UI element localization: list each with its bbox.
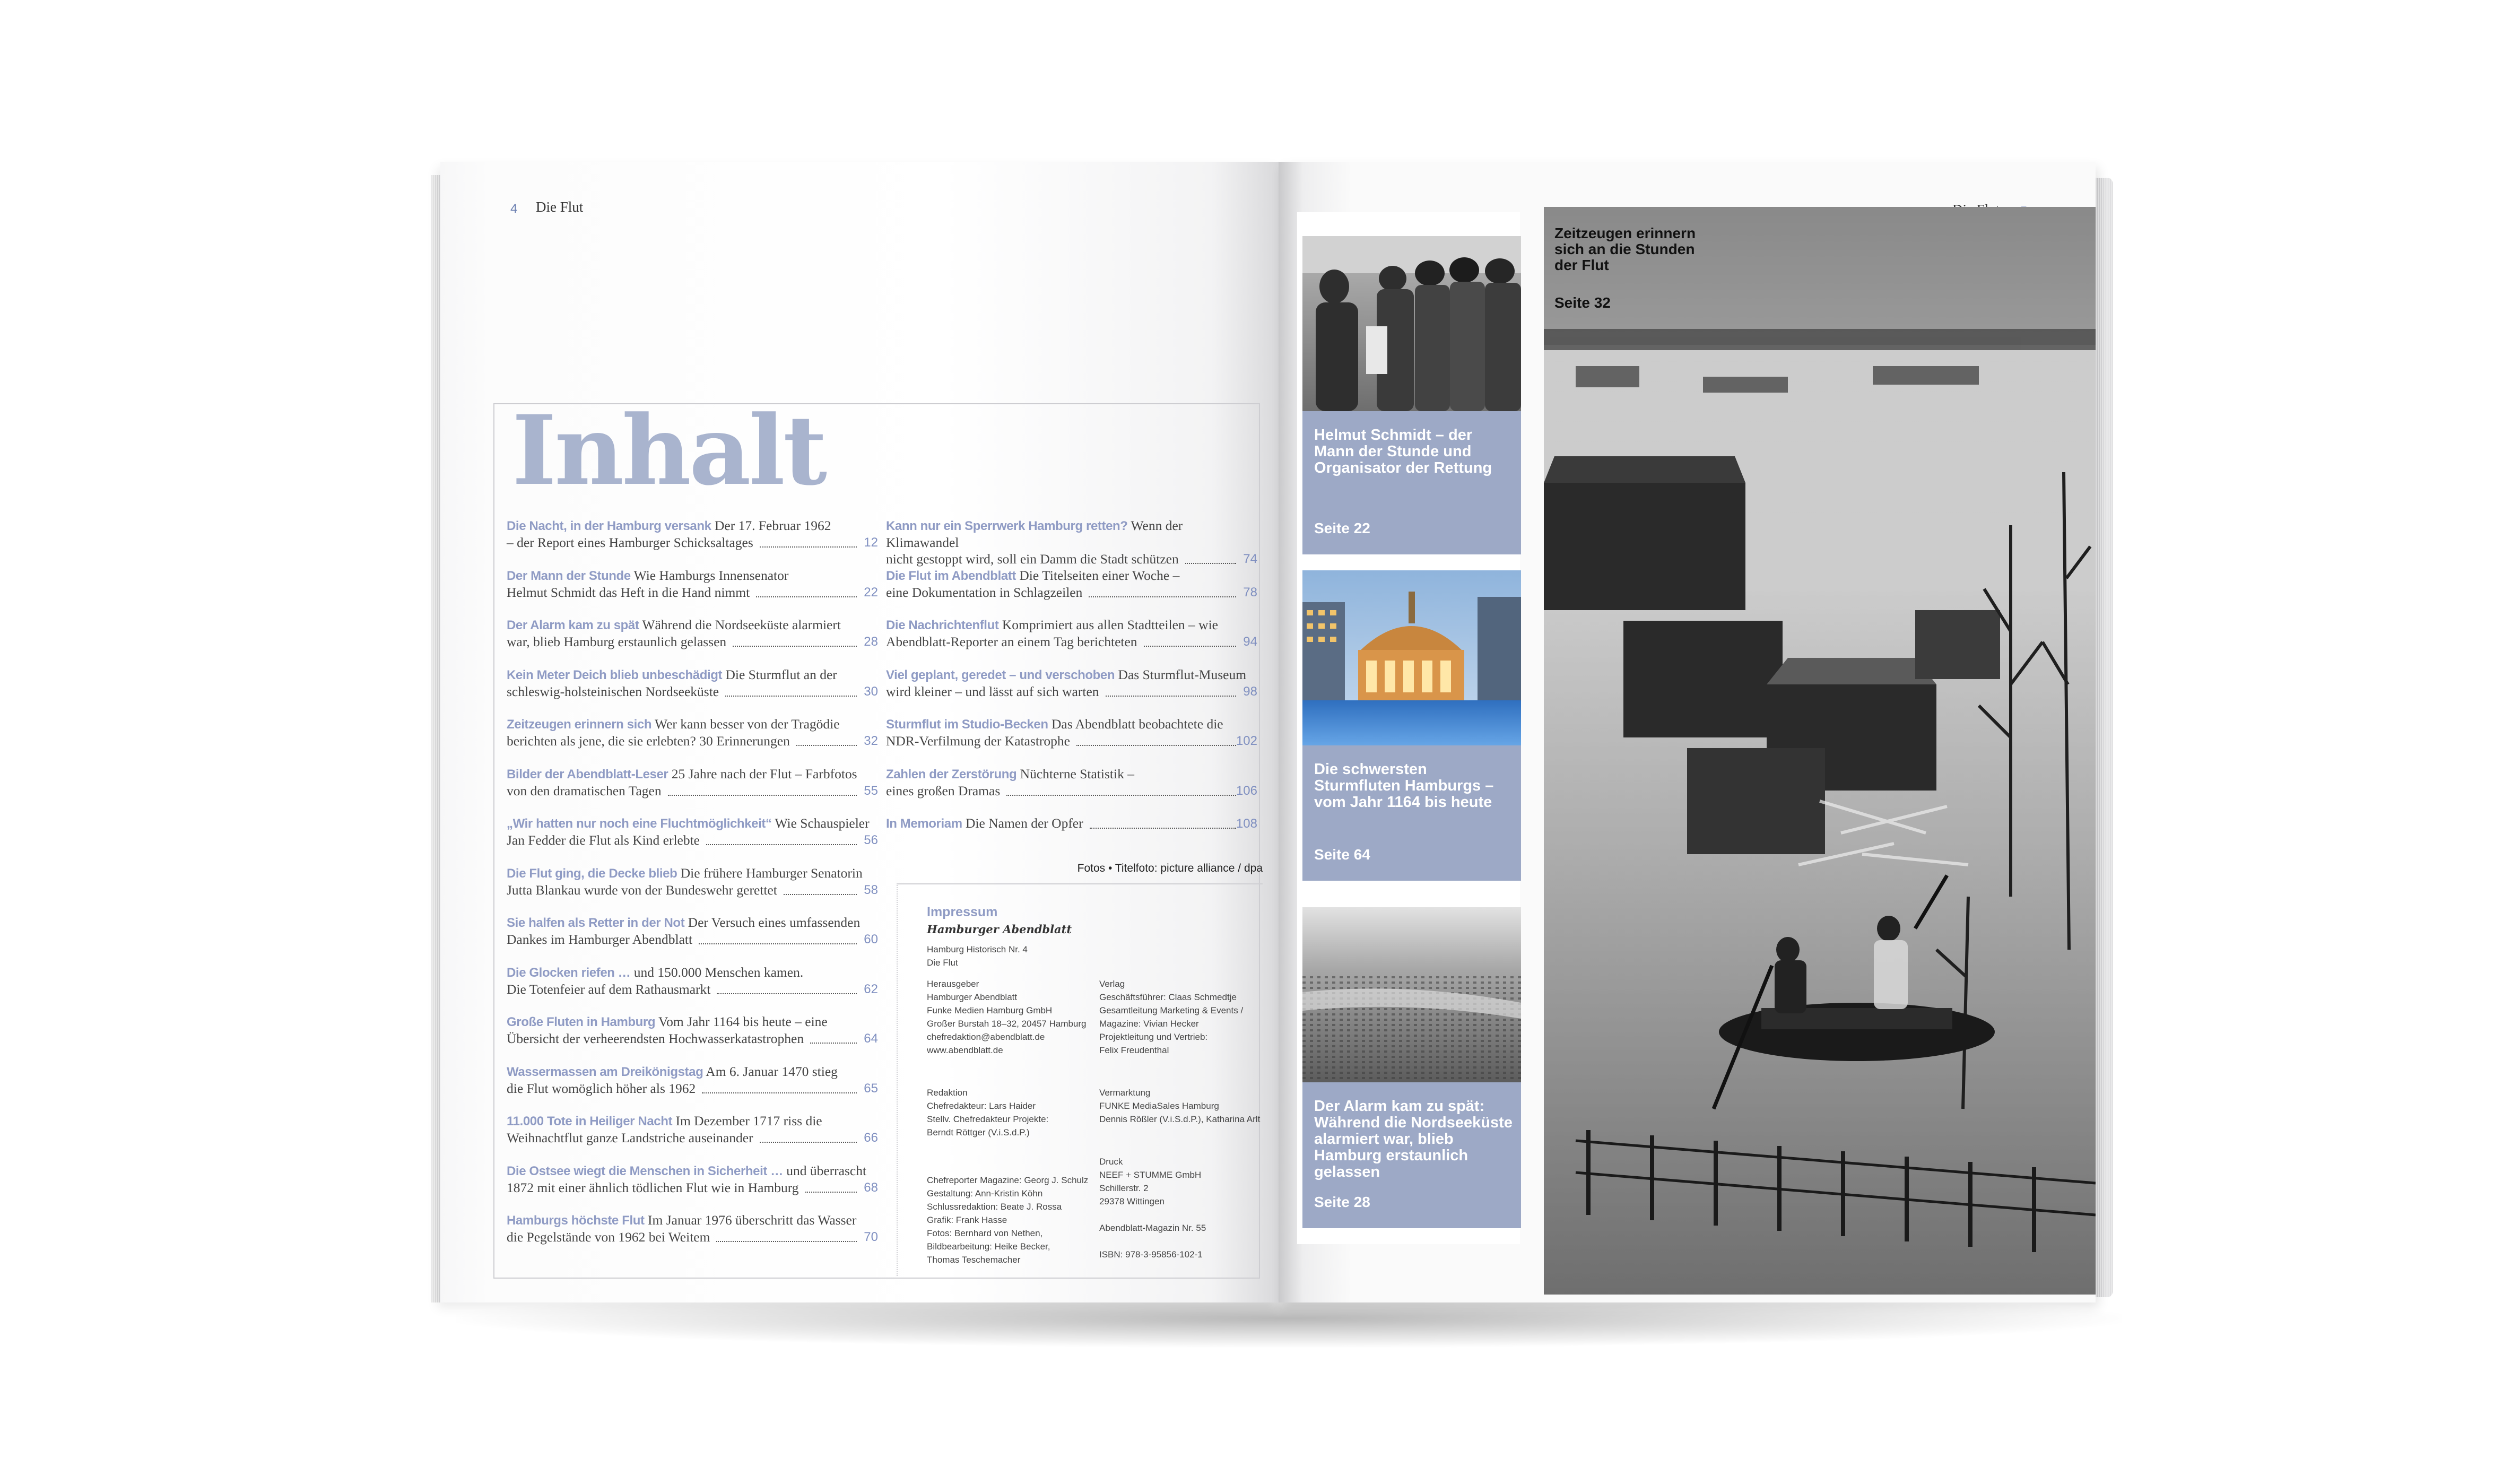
impressum-line: 29378 Wittingen (1099, 1196, 1165, 1206)
contents-entry[interactable] (886, 716, 1257, 749)
impressum-line: Stellv. Chefredakteur Projekte: (927, 1114, 1049, 1124)
contents-entry-line (507, 914, 878, 931)
contents-entry-line (886, 783, 1257, 799)
contents-entry-heading: Kein Meter Deich blieb unbeschädigt (507, 667, 723, 682)
contents-entry[interactable] (507, 616, 878, 650)
contents-entry[interactable] (886, 766, 1257, 799)
contents-entry[interactable] (886, 517, 1257, 567)
contents-entry-line (507, 1013, 878, 1030)
dot-leader (717, 993, 857, 994)
contents-page-number: 64 (864, 1031, 878, 1046)
contents-entry-text: Wie Schauspieler (771, 815, 870, 831)
contents-entry-line (886, 633, 1257, 650)
dot-leader (1006, 795, 1236, 796)
contents-entry-line (507, 716, 878, 733)
impressum-line: Dennis Rößler (V.i.S.d.P.), Katharina Arlt (1099, 1114, 1261, 1124)
impressum-druck (1099, 1155, 1274, 1261)
impressum-line: Verlag (1099, 979, 1125, 989)
tile-3-text: Der Alarm kam zu spät: Während die Nordseeküste alarmiert war, blieb Hamburg erstaunlich gelassen (1314, 1098, 1513, 1180)
dot-leader (716, 1241, 857, 1242)
helmut-schmidt-tile[interactable] (1302, 411, 1521, 554)
dot-leader (1185, 563, 1236, 564)
contents-entry-heading: Hamburgs höchste Flut (507, 1213, 645, 1228)
tile-3-page: Seite 28 (1314, 1194, 1370, 1210)
impressum-line: Chefreporter Magazine: Georg J. Schulz (927, 1175, 1089, 1185)
impressum-line: Hamburger Abendblatt (927, 992, 1018, 1002)
contents-entry-text: von den dramatischen Tagen (507, 783, 662, 798)
contents-entry-line (886, 584, 1257, 601)
contents-entry-text: Wie Hamburgs Innensenator (630, 567, 789, 583)
contents-entry[interactable] (507, 914, 878, 948)
dot-leader (733, 646, 857, 647)
contents-entry-heading: 11.000 Tote in Heiliger Nacht (507, 1114, 673, 1128)
contents-entry-heading: Wassermassen am Dreikönigstag (507, 1064, 703, 1079)
impressum-line: Schillerstr. 2 (1099, 1183, 1149, 1193)
impressum-line: NEEF + STUMME GmbH (1099, 1170, 1202, 1180)
contents-entry-line (507, 931, 878, 948)
contents-page-number: 22 (864, 585, 878, 600)
contents-entry[interactable] (507, 1013, 878, 1047)
contents-entry-text: – der Report eines Hamburger Schicksaltages (507, 535, 753, 550)
contents-entry-line (886, 616, 1257, 633)
main-photo-caption: Zeitzeugen erinnern sich an die Stunden der Flut (1554, 225, 1696, 273)
contents-entry-text: Die Titelseiten einer Woche – (1015, 567, 1180, 583)
contents-page-number: 56 (864, 833, 878, 847)
contents-entry[interactable] (507, 716, 878, 749)
contents-entry-text: Am 6. Januar 1470 stieg (703, 1063, 838, 1079)
contents-page-number: 65 (864, 1081, 878, 1096)
dot-leader (1106, 696, 1236, 697)
contents-page-number: 94 (1243, 635, 1257, 649)
contents-entry[interactable] (886, 567, 1257, 601)
contents-entry-line (507, 832, 878, 848)
contents-entry-heading: Die Flut ging, die Decke blieb (507, 866, 677, 881)
impressum-line: Bildbearbeitung: Heike Becker, (927, 1241, 1050, 1252)
contents-entry-line (507, 1113, 878, 1130)
contents-page-number: 55 (864, 783, 878, 798)
contents-entry-text: Weihnachtflut ganze Landstriche auseinander (507, 1130, 753, 1145)
contents-entry[interactable] (507, 517, 878, 551)
dot-leader (702, 1092, 857, 1093)
impressum-line: Gesamtleitung Marketing & Events / (1099, 1005, 1244, 1015)
contents-entry-line (507, 1212, 878, 1229)
impressum-line: Gestaltung: Ann-Kristin Köhn (927, 1188, 1043, 1199)
main-photo-page: Seite 32 (1554, 294, 1611, 311)
contents-page-number: 12 (864, 535, 878, 550)
contents-entry-heading: Die Glocken riefen … (507, 965, 631, 980)
contents-page-number: 78 (1243, 585, 1257, 600)
contents-entry-line (507, 616, 878, 633)
helmut-schmidt-photo (1302, 236, 1521, 411)
contents-entry-text: Abendblatt-Reporter an einem Tag berichteten (886, 634, 1137, 649)
contents-entry-line (507, 1179, 878, 1196)
contents-page-number: 70 (864, 1230, 878, 1244)
impressum-line: ISBN: 978-3-95856-102-1 (1099, 1249, 1203, 1260)
dot-leader (805, 1192, 857, 1193)
contents-entry-line (886, 733, 1257, 749)
contents-entry-line (507, 534, 878, 551)
photo-credit: Fotos • Titelfoto: picture alliance / dpa (1077, 862, 1263, 874)
contents-page-number: 106 (1236, 783, 1257, 798)
contents-entry-text: Das Sturmflut-Museum (1115, 666, 1247, 682)
contents-entry-heading: In Memoriam (886, 817, 962, 831)
contents-entry-text: war, blieb Hamburg erstaunlich gelassen (507, 634, 727, 649)
contents-entry-heading: Sie halfen als Retter in der Not (507, 916, 685, 930)
contents-entry-line (886, 567, 1257, 584)
newspaper-logo: Hamburger Abendblatt (927, 923, 1072, 936)
impressum-redaktion (927, 1086, 1102, 1139)
right-page-edges (2096, 178, 2113, 1297)
dot-leader (784, 894, 857, 895)
contents-page-number: 108 (1236, 817, 1257, 831)
contents-entry[interactable] (507, 1113, 878, 1146)
dot-leader (706, 844, 857, 845)
contents-entry-line (886, 517, 1257, 551)
contents-entry-text: Jan Fedder die Flut als Kind erlebte (507, 832, 700, 848)
impressum-issue (927, 943, 1102, 969)
contents-entry-text: die Flut womöglich höher als 1962 (507, 1080, 696, 1096)
contents-entry-line (886, 716, 1257, 733)
contents-entry-text: Die Namen der Opfer (962, 815, 1083, 831)
left-page-edges (431, 175, 441, 1302)
contents-entry-line (507, 1130, 878, 1146)
impressum-line: Thomas Teschemacher (927, 1255, 1021, 1265)
contents-entry-heading: Große Fluten in Hamburg (507, 1015, 656, 1029)
contents-entry-text: wird kleiner – und lässt auf sich warten (886, 683, 1099, 699)
contents-entry-heading: Viel geplant, geredet – und verschoben (886, 667, 1115, 682)
impressum-line: Berndt Röttger (V.i.S.d.P.) (927, 1127, 1030, 1137)
impressum-line: Schlussredaktion: Beate J. Rossa (927, 1202, 1062, 1212)
sturmfluten-tile[interactable] (1302, 745, 1521, 881)
dot-leader (760, 1142, 857, 1143)
contents-entry-text: Der 17. Februar 1962 (711, 518, 831, 533)
dot-leader (668, 795, 857, 796)
contents-entry-line (507, 964, 878, 981)
contents-entry-text: Der Versuch eines umfassenden (684, 915, 861, 930)
contents-entry-text: Komprimiert aus allen Stadtteilen – wie (998, 617, 1219, 632)
dot-leader (1089, 596, 1236, 597)
impressum-line: www.abendblatt.de (927, 1045, 1003, 1055)
tile-2-text: Die schwersten Sturmfluten Hamburgs – vom Jahr 1164 bis heute (1314, 761, 1494, 811)
contents-entry-line (507, 865, 878, 882)
contents-page-number: 28 (864, 635, 878, 649)
contents-page-number: 102 (1236, 734, 1257, 748)
impressum-verlag (1099, 977, 1274, 1057)
contents-entry-heading: Zahlen der Zerstörung (886, 767, 1017, 781)
aerial-flood-photo (1302, 907, 1521, 1082)
contents-entry-text: 25 Jahre nach der Flut – Farbfotos (668, 766, 857, 781)
contents-entry-line (507, 517, 878, 534)
contents-entry-text: eines großen Dramas (886, 783, 1001, 798)
contents-page-number: 74 (1243, 552, 1257, 566)
impressum-line: Abendblatt-Magazin Nr. 55 (1099, 1223, 1206, 1233)
contents-entry[interactable] (886, 666, 1257, 700)
contents-entry-text: Das Abendblatt beobachtete die (1048, 716, 1223, 732)
contents-entry-line (886, 666, 1257, 683)
contents-entry-line (886, 766, 1257, 783)
contents-page-number: 66 (864, 1131, 878, 1145)
contents-entry-heading: Die Nachrichtenflut (886, 618, 999, 632)
contents-entry-text: Wenn der Klimawandel (886, 518, 1183, 550)
dot-leader (1144, 646, 1236, 647)
dot-leader (796, 745, 857, 746)
impressum-line: Herausgeber (927, 979, 979, 989)
impressum-herausgeber (927, 977, 1102, 1057)
contents-entry-heading: Zeitzeugen erinnern sich (507, 717, 652, 732)
contents-entry-text: Die Totenfeier auf dem Rathausmarkt (507, 981, 711, 997)
contents-entry-heading: Die Flut im Abendblatt (886, 568, 1016, 583)
impressum-line: Fotos: Bernhard von Nethen, (927, 1228, 1043, 1238)
contents-entry-heading: Der Alarm kam zu spät (507, 618, 639, 632)
contents-entry[interactable] (507, 815, 878, 848)
impressum-line (1099, 1208, 1274, 1221)
impressum (897, 883, 1263, 1276)
impressum-line: Funke Medien Hamburg GmbH (927, 1005, 1053, 1015)
tile-2-page: Seite 64 (1314, 846, 1370, 863)
contents-entry[interactable] (507, 766, 878, 799)
contents-entry[interactable] (507, 1162, 878, 1196)
impressum-vermarktung (1099, 1086, 1274, 1126)
contents-entry[interactable] (886, 815, 1257, 832)
contents-entry-text: Jutta Blankau wurde von der Bundeswehr gerettet (507, 882, 777, 898)
contents-entry-text: NDR-Verfilmung der Katastrophe (886, 733, 1070, 749)
impressum-line: Großer Burstah 18–32, 20457 Hamburg (927, 1019, 1087, 1029)
contents-entry-line (507, 1080, 878, 1097)
dot-leader (760, 546, 857, 548)
contents-entry-line (886, 683, 1257, 700)
dot-leader (1090, 828, 1236, 829)
contents-entry-heading: Bilder der Abendblatt-Leser (507, 767, 668, 781)
contents-entry-line (507, 766, 878, 783)
impressum-line: FUNKE MediaSales Hamburg (1099, 1101, 1219, 1111)
contents-entry-text: Vom Jahr 1164 bis heute – eine (655, 1014, 828, 1029)
contents-entry[interactable] (507, 865, 878, 898)
impressum-line: Redaktion (927, 1088, 968, 1098)
contents-entry-line (507, 1162, 878, 1179)
impressum-line: Chefredakteur: Lars Haider (927, 1101, 1036, 1111)
impressum-line: Hamburg Historisch Nr. 4 (927, 944, 1028, 954)
contents-entry-line (507, 666, 878, 683)
contents-entry[interactable] (507, 666, 878, 700)
contents-entry[interactable] (886, 616, 1257, 650)
contents-entry-line (507, 584, 878, 601)
contents-entry-line (507, 567, 878, 584)
contents-entry-heading: Sturmflut im Studio-Becken (886, 717, 1048, 732)
impressum-line: Grafik: Frank Hasse (927, 1215, 1007, 1225)
contents-entry-line (507, 815, 878, 832)
impressum-line: Felix Freudenthal (1099, 1045, 1169, 1055)
impressum-line: Vermarktung (1099, 1088, 1151, 1098)
contents-entry-text: Im Dezember 1717 riss die (672, 1113, 822, 1128)
contents-entry[interactable] (507, 567, 878, 601)
contents-entry-text: die Pegelstände von 1962 bei Weitem (507, 1229, 710, 1245)
left-page (440, 162, 1279, 1302)
contents-entry-text: Die frühere Hamburger Senatorin (677, 865, 863, 881)
contents-entry-text: berichten als jene, die sie erlebten? 30 Erinnerungen (507, 733, 790, 749)
dot-leader (699, 943, 857, 944)
contents-entry-line (507, 633, 878, 650)
contents-entry-text: Helmut Schmidt das Heft in die Hand nimmt (507, 584, 750, 600)
contents-page-number: 32 (864, 734, 878, 748)
contents-entry-text: schleswig-holsteinischen Nordseeküste (507, 683, 719, 699)
contents-entry[interactable] (507, 1063, 878, 1097)
right-page (1279, 162, 2096, 1302)
dot-leader (810, 1043, 857, 1044)
contents-entry-heading: Die Nacht, in der Hamburg versank (507, 519, 711, 533)
left-running-title: Die Flut (536, 199, 584, 215)
dot-leader (1076, 745, 1236, 746)
contents-title: Inhalt (512, 395, 825, 507)
contents-entry-text: Wer kann besser von der Tragödie (651, 716, 840, 732)
contents-entry-line (507, 683, 878, 700)
contents-entry-text: Nüchterne Statistik – (1016, 766, 1134, 781)
contents-entry-line (507, 1030, 878, 1047)
tile-1-page: Seite 22 (1314, 520, 1370, 536)
impressum-line: Druck (1099, 1157, 1123, 1167)
contents-entry-text: Die Sturmflut an der (722, 666, 837, 682)
contents-entry-heading: Der Mann der Stunde (507, 568, 631, 583)
contents-entry-text: eine Dokumentation in Schlagzeilen (886, 584, 1083, 600)
contents-page-number: 98 (1243, 684, 1257, 699)
contents-entry-heading: „Wir hatten nur noch eine Fluchtmöglichkeit“ (507, 817, 772, 831)
contents-entry-line (507, 981, 878, 997)
contents-page-number: 62 (864, 982, 878, 996)
impressum-line: Projektleitung und Vertrieb: (1099, 1032, 1208, 1042)
impressum-line: Die Flut (927, 958, 958, 968)
contents-entry[interactable] (507, 964, 878, 997)
contents-entry-text: nicht gestoppt wird, soll ein Damm die Stadt schützen (886, 551, 1179, 567)
dot-leader (756, 596, 857, 597)
contents-entry-line (507, 783, 878, 799)
impressum-line (1099, 1235, 1274, 1248)
contents-entry-line (886, 551, 1257, 567)
impressum-title: Impressum (927, 905, 998, 919)
alarm-tile[interactable] (1302, 1082, 1521, 1228)
contents-entry-text: Dankes im Hamburger Abendblatt (507, 932, 693, 947)
impressum-line: chefredaktion@abendblatt.de (927, 1032, 1045, 1042)
impressum-line: Magazine: Vivian Hecker (1099, 1019, 1199, 1029)
contents-entry-heading: Kann nur ein Sperrwerk Hamburg retten? (886, 519, 1128, 533)
contents-page-number: 30 (864, 684, 878, 699)
contents-entry[interactable] (507, 1212, 878, 1245)
contents-entry-text: und 150.000 Menschen kamen. (630, 964, 804, 980)
impressum-mitarbeit (927, 1174, 1102, 1266)
left-folio: 4 (510, 202, 518, 216)
contents-page-number: 60 (864, 932, 878, 946)
tile-1-text: Helmut Schmidt – der Mann der Stunde und Organisator der Rettung (1314, 427, 1492, 476)
contents-entry-line (507, 733, 878, 749)
flood-main-photo (1544, 207, 2096, 1295)
dot-leader (725, 696, 857, 697)
contents-entry-heading: Die Ostsee wiegt die Menschen in Sicherheit … (507, 1163, 783, 1178)
impressum-line: Geschäftsführer: Claas Schmedtje (1099, 992, 1237, 1002)
contents-entry-text: 1872 mit einer ähnlich tödlichen Flut wie in Hamburg (507, 1179, 799, 1195)
contents-entry-line (507, 1063, 878, 1080)
contents-page-number: 68 (864, 1180, 878, 1195)
contents-page-number: 58 (864, 882, 878, 897)
contents-entry-text: Im Januar 1976 überschritt das Wasser (644, 1212, 857, 1228)
contents-entry-text: Während die Nordseeküste alarmiert (639, 617, 841, 632)
contents-entry-text: Übersicht der verheerendsten Hochwasserkatastrophen (507, 1031, 804, 1046)
contents-entry-text: und überrascht (783, 1162, 867, 1178)
contents-entry-line (886, 815, 1257, 832)
contents-entry-line (507, 1229, 878, 1245)
museum-photo (1302, 570, 1521, 745)
contents-entry-line (507, 882, 878, 898)
